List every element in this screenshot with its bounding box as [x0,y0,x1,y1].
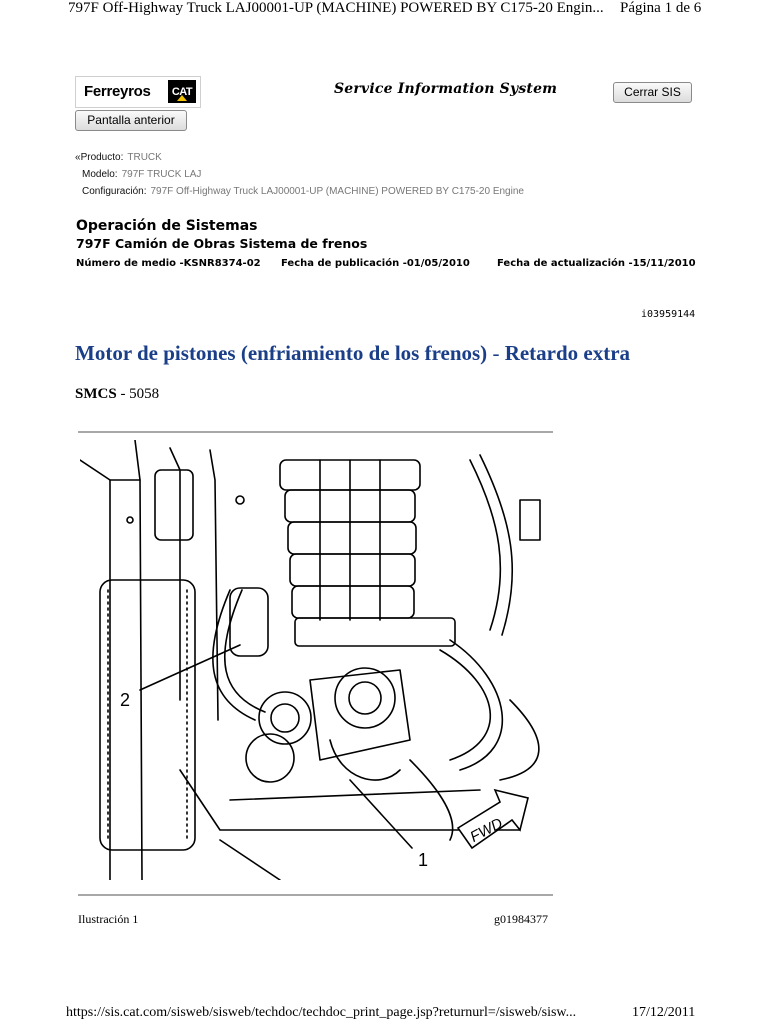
configuration-value: 797F Off-Highway Truck LAJ00001-UP (MACHINE) POWERED BY C175-20 Engine [150,186,524,197]
fwd-label: FWD [467,814,506,846]
configuration-row [82,186,524,197]
footer-date: 17/12/2011 [632,1005,696,1020]
logo-text: Ferreyros [84,83,151,100]
smcs-label: SMCS [75,386,117,402]
update-date: Fecha de actualización -15/11/2010 [497,258,696,269]
forward-arrow-icon [458,790,528,848]
back-button[interactable]: Pantalla anterior [75,110,187,131]
configuration-label: Configuración: [82,186,147,197]
smcs-value: - 5058 [116,386,160,402]
page-number: Página 1 de 6 [620,0,702,16]
article-title-main: Motor de pistones (enfriamiento de los frenos) [75,341,488,365]
engine-illustration [80,440,553,880]
cat-logo-icon: CAT [168,80,196,103]
product-value: TRUCK [127,152,162,163]
print-footer [66,1005,696,1021]
model-value: 797F TRUCK LAJ [121,169,202,180]
system-subtitle: 797F Camión de Obras Sistema de frenos [76,236,368,251]
figure-bottom-rule [78,894,553,896]
graphic-id: g01984377 [494,912,548,926]
model-label: Modelo: [82,169,118,180]
footer-url: https://sis.cat.com/sisweb/sisweb/techdoc/techdoc_print_page.jsp?returnurl=/sisweb/sisw... [66,1005,577,1020]
callout-2: 2 [120,690,131,710]
figure-top-rule [78,431,553,433]
print-title: 797F Off-Highway Truck LAJ00001-UP (MACHINE) POWERED BY C175-20 Engin... [68,0,604,16]
media-number: Número de medio -KSNR8374-02 [76,258,261,269]
print-header [68,0,702,17]
smcs-code [75,386,159,403]
article-title [75,341,630,366]
product-row: «Producto: TRUCK [75,152,162,163]
close-sis-button[interactable]: Cerrar SIS [613,82,692,103]
article-title-suffix: Retardo extra [504,341,631,365]
model-row [82,169,201,180]
publication-date: Fecha de publicación -01/05/2010 [281,258,470,269]
figure-caption: Ilustración 1 [78,912,139,926]
ferreyros-cat-logo [75,76,201,108]
article-title-separator: - [487,341,505,365]
product-label: Producto: [80,152,124,163]
callout-1: 1 [418,850,429,870]
sis-title: Service Information System [334,81,558,97]
system-title: Operación de Sistemas [76,218,258,234]
document-id: i03959144 [641,309,696,320]
